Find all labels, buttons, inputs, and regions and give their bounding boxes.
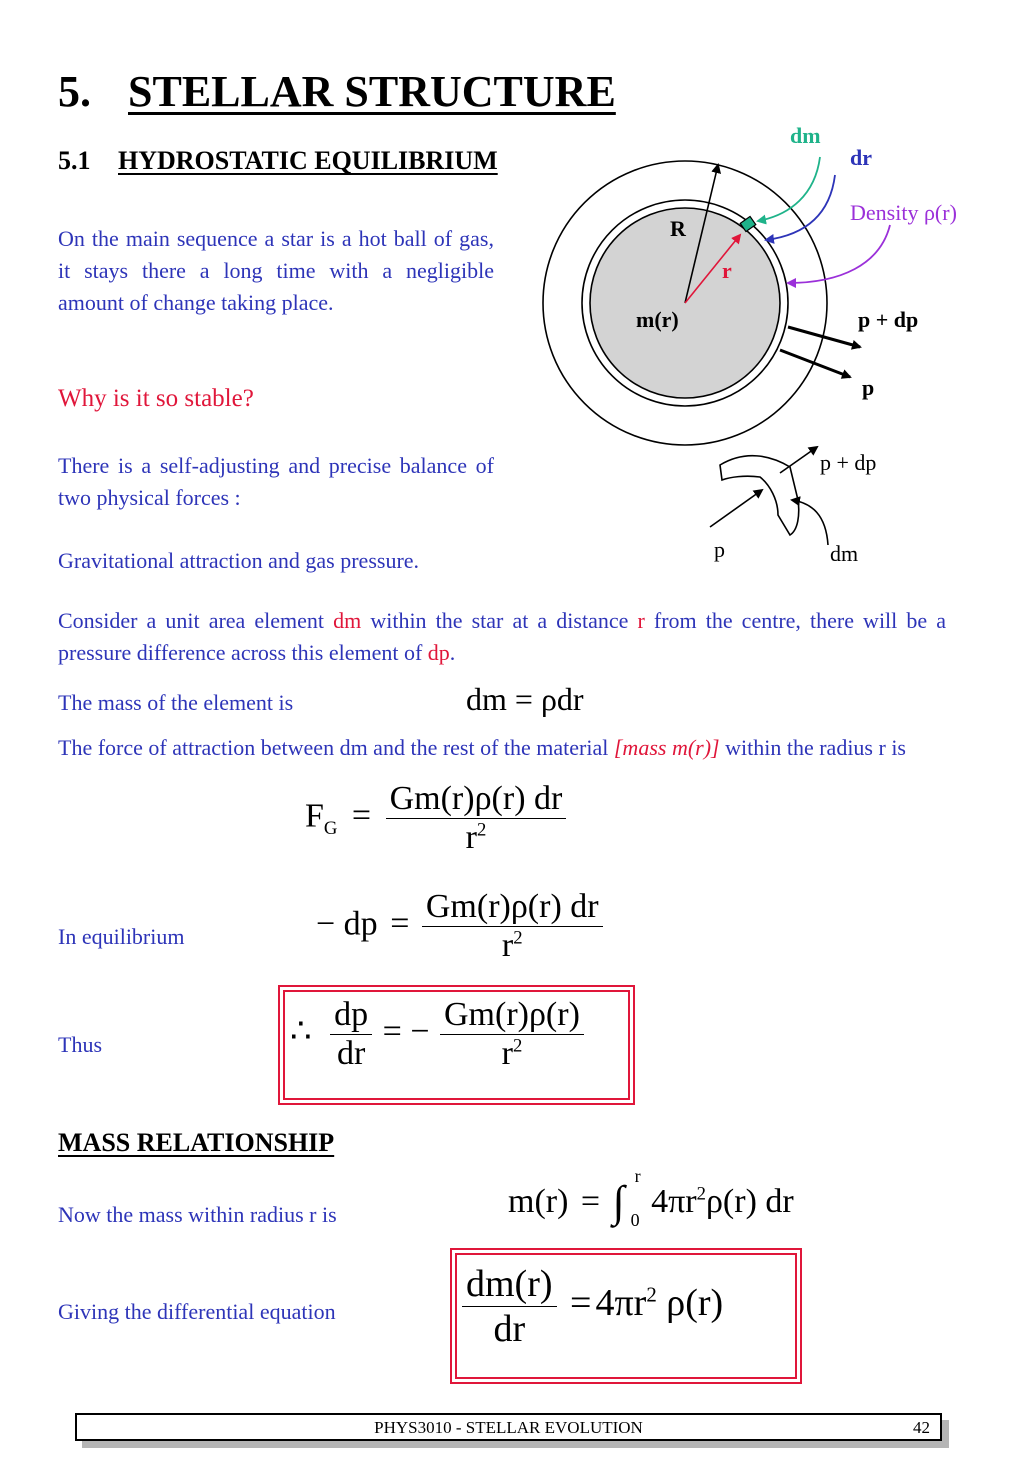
consider-text-3: from the centre, there will be a pressure difference across this element of bbox=[58, 608, 946, 665]
thus-lhs-fraction bbox=[330, 996, 372, 1073]
gravity-force-equation: $F_G$ = $\frac{Gm(r)\rho(r) dr}{r^2}$ bbox=[305, 780, 566, 857]
small-p-dp-arrow bbox=[780, 447, 817, 473]
page-footer bbox=[75, 1413, 942, 1441]
mass-element-equation: dm = ρdr bbox=[466, 681, 584, 717]
balance-paragraph: There is a self-adjusting and precise balance of two physical forces : bbox=[58, 453, 494, 510]
thus-numerator: dp bbox=[334, 996, 369, 1033]
label-R: R bbox=[670, 216, 686, 241]
fg-lhs: F bbox=[305, 797, 324, 835]
mass-within-label: Now the mass within radius r is bbox=[58, 1202, 337, 1227]
integral-upper: r bbox=[634, 1166, 641, 1186]
force-mass: [mass m(r)] bbox=[613, 735, 720, 760]
small-label-p: p bbox=[714, 537, 725, 562]
consider-text-4: . bbox=[449, 640, 456, 665]
footer-page-number: 42 bbox=[913, 1418, 930, 1437]
consider-dp: dp bbox=[427, 640, 450, 665]
eq-denominator: $r^2$ bbox=[501, 927, 523, 964]
thus-rhs-fraction bbox=[440, 996, 584, 1073]
p-arrow bbox=[780, 350, 850, 377]
density-pointer bbox=[788, 225, 890, 283]
small-label-p-dp: p + dp bbox=[820, 450, 877, 475]
integral-body: 4πr bbox=[651, 1183, 697, 1220]
label-dm: dm bbox=[790, 123, 821, 148]
thus-equation: ∴ $\frac{dp}{dr}$ = − $\frac{Gm(r)\rho(r)}{r^2}$ bbox=[290, 996, 584, 1073]
section-title-text: STELLAR STRUCTURE bbox=[128, 67, 616, 116]
de-rhs-2: ρ(r) bbox=[666, 1282, 724, 1325]
label-p-dp: p + dp bbox=[858, 307, 919, 332]
small-p-arrow bbox=[710, 490, 762, 527]
footer-course: PHYS3010 - STELLAR EVOLUTION bbox=[374, 1418, 643, 1437]
label-p: p bbox=[862, 375, 875, 400]
fg-sub: G bbox=[323, 818, 338, 840]
mass-relationship-title: MASS RELATIONSHIP bbox=[58, 1128, 335, 1157]
de-numerator: dm(r) bbox=[466, 1263, 553, 1305]
integral-lower: 0 bbox=[630, 1210, 640, 1230]
de-denominator: dr bbox=[493, 1308, 526, 1350]
differential-equation: $\frac{dm(r)}{dr}$ = $4\pi r^2$ ρ(r) bbox=[462, 1262, 723, 1351]
therefore-symbol: ∴ bbox=[290, 1013, 312, 1051]
subsection-number: 5.1 bbox=[58, 146, 91, 175]
consider-text-2: within the star at a distance bbox=[361, 608, 638, 633]
thus-rhs-denominator: $r^2$ bbox=[501, 1035, 523, 1072]
thus-denominator: dr bbox=[336, 1035, 366, 1072]
equilibrium-equation: − dp = $\frac{Gm(r)\rho(r) dr}{r^2}$ bbox=[316, 888, 603, 965]
dr-pointer bbox=[766, 175, 835, 240]
consider-dm: dm bbox=[333, 608, 362, 633]
consider-r: r bbox=[637, 608, 645, 633]
consider-paragraph bbox=[58, 605, 946, 669]
equilibrium-label: In equilibrium bbox=[58, 924, 185, 949]
mass-element-label: The mass of the element is bbox=[58, 690, 294, 715]
section-title bbox=[58, 66, 616, 117]
subsection-title bbox=[58, 146, 498, 176]
intro-paragraph: On the main sequence a star is a hot ball of gas, it stays there a long time with a negligible amount of change taking place. bbox=[58, 226, 494, 315]
fg-numerator: Gm(r)ρ(r) dr bbox=[389, 780, 563, 817]
integral-body-2: ρ(r) dr bbox=[705, 1183, 794, 1220]
small-label-dm: dm bbox=[830, 541, 859, 566]
mass-integral-equation: m(r) = ∫ r 0 $4\pi r^2\rho(r)$ dr bbox=[508, 1166, 794, 1230]
section-number: 5. bbox=[58, 67, 91, 116]
star-diagram bbox=[530, 115, 1000, 585]
thus-rhs-numerator: Gm(r)ρ(r) bbox=[444, 996, 580, 1033]
label-dr: dr bbox=[850, 145, 872, 170]
eq-lhs: − dp bbox=[316, 905, 378, 943]
consider-text-1: Consider a unit area element bbox=[58, 608, 334, 633]
label-density: Density ρ(r) bbox=[850, 200, 957, 225]
force-text-1: The force of attraction between dm and the rest of the material bbox=[58, 735, 614, 760]
integral-lhs: m(r) bbox=[508, 1183, 569, 1220]
eq-fraction bbox=[422, 888, 603, 965]
integral-sign: ∫ r 0 bbox=[612, 1166, 641, 1230]
label-mr: m(r) bbox=[636, 307, 679, 332]
stability-question: Why is it so stable? bbox=[58, 385, 254, 412]
differential-label: Giving the differential equation bbox=[58, 1299, 336, 1324]
subsection-title-text: HYDROSTATIC EQUILIBRIUM bbox=[118, 146, 498, 175]
eq-numerator: Gm(r)ρ(r) dr bbox=[425, 888, 599, 925]
label-r: r bbox=[722, 258, 732, 283]
dm-pointer bbox=[758, 157, 820, 221]
thus-label: Thus bbox=[58, 1032, 102, 1057]
de-rhs: 4πr bbox=[595, 1282, 647, 1325]
fg-denominator: $r^2$ bbox=[465, 819, 487, 856]
force-text-2: within the radius r is bbox=[719, 735, 906, 760]
force-paragraph bbox=[58, 732, 946, 764]
forces-paragraph: Gravitational attraction and gas pressure. bbox=[58, 548, 420, 573]
de-fraction bbox=[462, 1262, 557, 1351]
fg-fraction bbox=[386, 780, 567, 857]
